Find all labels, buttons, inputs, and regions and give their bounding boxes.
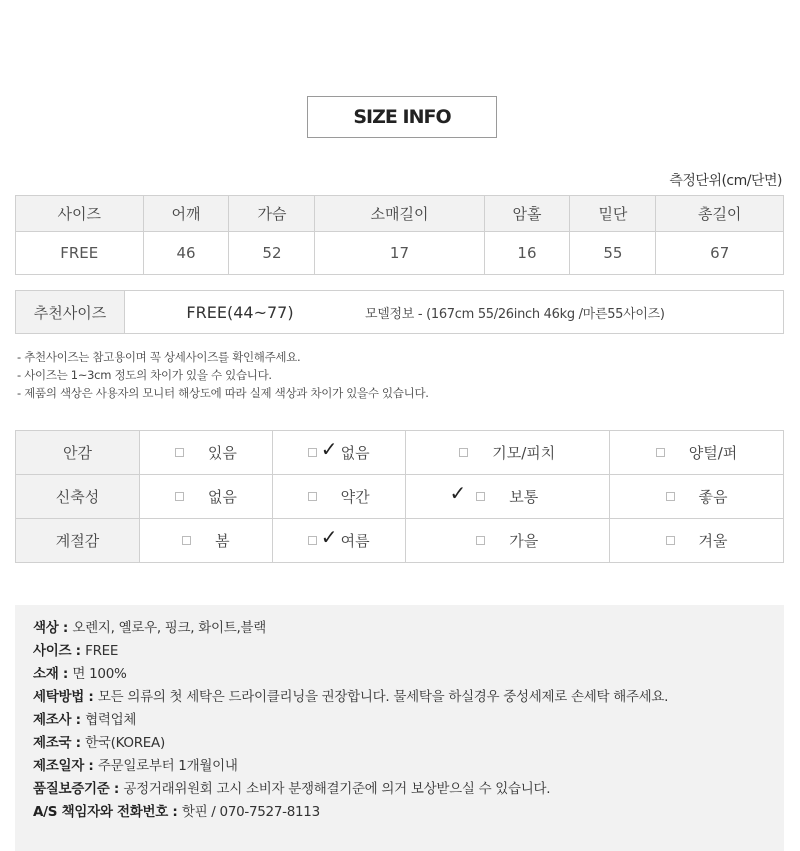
product-info-value: 핫핀 / 070-7527-8113 (181, 804, 320, 820)
checkmark-icon: ✓ (320, 437, 338, 461)
feel-row (16, 475, 784, 519)
product-info-key: 제조국 : (33, 735, 86, 751)
feel-option-label: 있음 (207, 444, 237, 462)
fabric-feel-table (15, 430, 784, 563)
size-value-cell: 55 (570, 232, 656, 275)
checkbox-icon (308, 536, 317, 545)
feel-option (140, 475, 273, 519)
product-info-row (33, 756, 784, 779)
product-info-value: 주문일로부터 1개월이내 (97, 758, 238, 774)
feel-option (405, 519, 610, 563)
product-info-value: 오렌지, 옐로우, 핑크, 화이트,블랙 (72, 620, 266, 636)
note-line: - 제품의 색상은 사용자의 모니터 해상도에 따라 실제 색상과 차이가 있을수 있습니다. (17, 386, 429, 400)
feel-option-label: 보통 (509, 488, 539, 506)
checkbox-icon (476, 536, 485, 545)
feel-option-label: 봄 (215, 532, 230, 550)
checkbox-icon (666, 492, 675, 501)
size-header-cell: 암홀 (484, 196, 570, 232)
product-info-key: 제조사 : (33, 712, 86, 728)
size-table-header-row (16, 196, 784, 232)
feel-option (610, 475, 784, 519)
size-value-cell: 52 (229, 232, 315, 275)
checkbox-icon (175, 492, 184, 501)
feel-option-label: 가을 (509, 532, 539, 550)
page-title: SIZE INFO (307, 96, 497, 138)
size-table (15, 195, 784, 275)
product-info-value: 모든 의류의 첫 세탁은 드라이클리닝을 권장합니다. 물세탁을 하실경우 중성세제로 손세탁 해주세요. (97, 689, 669, 705)
checkbox-icon (656, 448, 665, 457)
checkbox-icon (182, 536, 191, 545)
product-info-key: 품질보증기준 : (33, 781, 124, 797)
product-info-value: 협력업체 (85, 712, 137, 728)
product-info-value: 한국(KOREA) (85, 735, 165, 751)
product-info-key: 제조일자 : (33, 758, 98, 774)
product-info-value: FREE (85, 643, 119, 659)
feel-option-label: 좋음 (698, 488, 728, 506)
feel-option (272, 475, 405, 519)
feel-option (405, 431, 610, 475)
feel-option-label: 없음 (207, 488, 237, 506)
product-info-key: 색상 : (33, 620, 73, 636)
checkmark-icon: ✓ (320, 525, 338, 549)
feel-row-label: 안감 (16, 431, 140, 475)
size-header-cell: 어깨 (143, 196, 229, 232)
feel-row-label: 계절감 (16, 519, 140, 563)
size-header-cell: 총길이 (656, 196, 784, 232)
checkbox-icon (476, 492, 485, 501)
size-value-cell: 67 (656, 232, 784, 275)
feel-option (272, 519, 405, 563)
recommend-size-label: 추천사이즈 (16, 291, 125, 333)
product-info-key: 소재 : (33, 666, 73, 682)
product-info-row (33, 733, 784, 756)
feel-option (610, 431, 784, 475)
product-info-key: 사이즈 : (33, 643, 86, 659)
size-table-row (16, 232, 784, 275)
feel-option (140, 519, 273, 563)
product-info-row (33, 664, 784, 687)
product-info-row (33, 802, 784, 825)
feel-option (405, 475, 610, 519)
checkbox-icon (459, 448, 468, 457)
checkbox-icon (308, 492, 317, 501)
feel-row (16, 431, 784, 475)
size-value-cell: 46 (143, 232, 229, 275)
feel-option-label: 약간 (340, 488, 370, 506)
product-info-row (33, 710, 784, 733)
checkmark-icon: ✓ (449, 481, 467, 505)
product-info-key: 세탁방법 : (33, 689, 98, 705)
size-header-cell: 소매길이 (315, 196, 484, 232)
checkbox-icon (175, 448, 184, 457)
size-value-cell: FREE (16, 232, 144, 275)
unit-note: 측정단위(cm/단면) (669, 173, 782, 189)
checkbox-icon (308, 448, 317, 457)
recommend-size-value: FREE(44~77) (186, 302, 294, 322)
product-info-key: A/S 책임자와 전화번호 : (33, 804, 182, 820)
product-info-row (33, 687, 784, 710)
feel-option (610, 519, 784, 563)
checkbox-icon (666, 536, 675, 545)
product-info-value: 공정거래위원회 고시 소비자 분쟁해결기준에 의거 보상받으실 수 있습니다. (123, 781, 551, 797)
size-value-cell: 16 (484, 232, 570, 275)
product-info-row (33, 641, 784, 664)
product-info-value: 면 100% (72, 666, 127, 682)
feel-option-label: 겨울 (698, 532, 728, 550)
product-info-row (33, 779, 784, 802)
feel-option-label: 기모/피치 (492, 444, 556, 462)
size-notes (17, 348, 429, 402)
size-header-cell: 사이즈 (16, 196, 144, 232)
feel-option-label: 양털/퍼 (688, 444, 738, 462)
feel-option-label: 없음 (340, 444, 370, 462)
product-info-row (33, 618, 784, 641)
feel-row-label: 신축성 (16, 475, 140, 519)
feel-option (140, 431, 273, 475)
note-line: - 추천사이즈는 참고용이며 꼭 상세사이즈를 확인해주세요. (17, 350, 301, 364)
note-line: - 사이즈는 1~3cm 정도의 차이가 있을 수 있습니다. (17, 368, 272, 382)
product-info-box (15, 605, 784, 851)
size-header-cell: 밑단 (570, 196, 656, 232)
model-info: 모델정보 - (167cm 55/26inch 46kg /마른55사이즈) (365, 306, 665, 322)
size-value-cell: 17 (315, 232, 484, 275)
feel-option (272, 431, 405, 475)
feel-option-label: 여름 (340, 532, 370, 550)
feel-row (16, 519, 784, 563)
recommend-size-box (15, 290, 784, 334)
size-header-cell: 가슴 (229, 196, 315, 232)
